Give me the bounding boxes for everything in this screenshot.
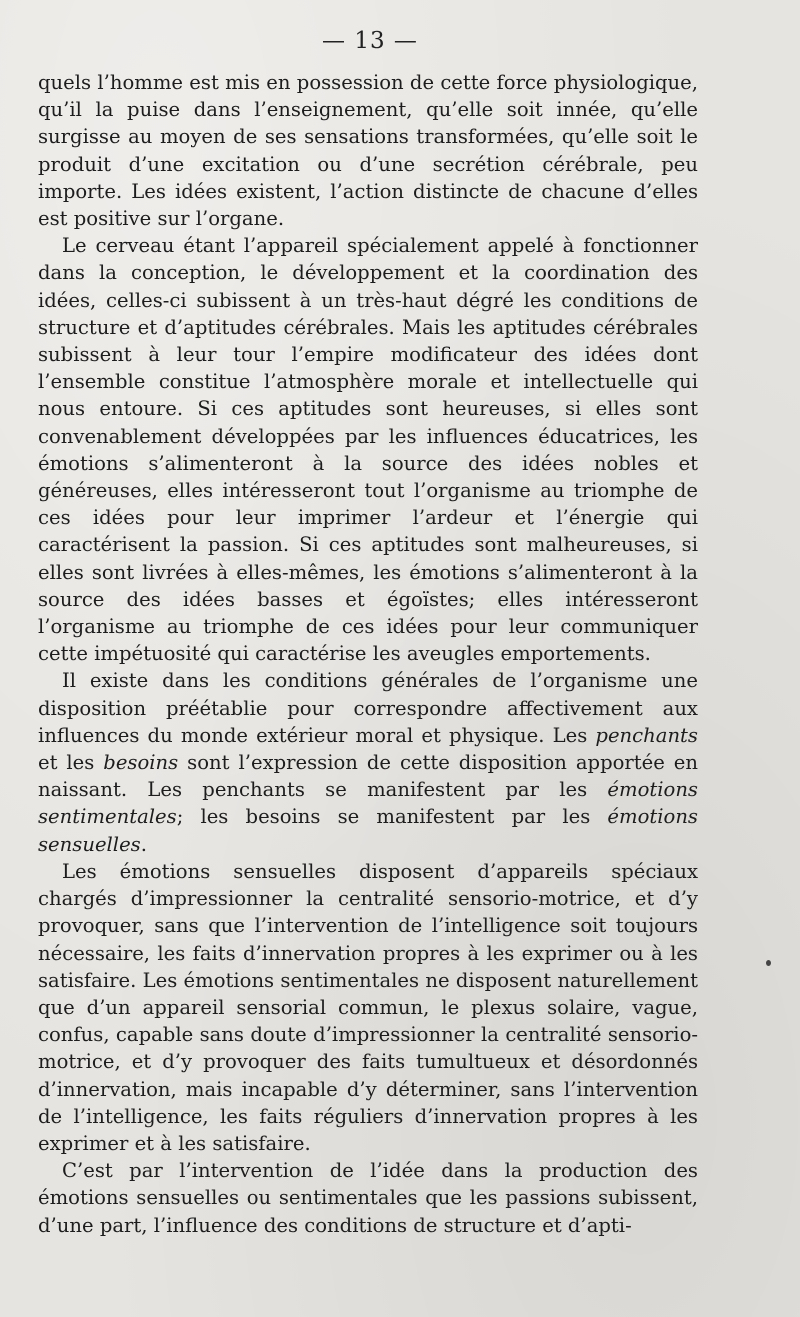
paragraph-3	[38, 667, 698, 857]
term-emotions-sensuelles: émotions sensuelles	[38, 805, 698, 856]
page-number: — 13 —	[322, 28, 418, 54]
paragraph-3-text-d: ; les besoins se manifestent par les	[176, 805, 608, 829]
term-penchants: penchants	[595, 723, 698, 747]
paragraph-3-text-b: et les	[38, 751, 104, 775]
paragraph-2: Le cerveau étant l’appareil spécialement appelé à fonctionner dans la conception, le développement et la coordination des idées, celles-ci subissent à un très-haut dégré les conditions de structure et d’aptitudes cérébrales. Mais les aptitudes cérébrales subissent à leur tour l’empire modificateur des idées dont l’ensemble constitue l’atmosphère morale et intellectuelle qui nous entoure. Si ces aptitudes sont heureuses, si elles sont convenablement développées par les influences éducatrices, les émotions s’alimenteront à la source des idées nobles et généreuses, elles intéresseront tout l’organisme au triomphe de ces idées pour leur imprimer l’ardeur et l’énergie qui caractérisent la passion. Si ces aptitudes sont malheureuses, si elles sont livrées à elles-mêmes, les émotions s’alimenteront à la source des idées basses et égoïstes; elles intéresseront l’organisme au triomphe de ces idées pour leur communiquer cette impétuosité qui caractérise les aveugles emportements.	[38, 234, 698, 666]
term-besoins: besoins	[103, 751, 179, 775]
body-text	[38, 69, 698, 1239]
paragraph-1: quels l’homme est mis en possession de cette force physiologique, qu’il la puise dans l’enseignement, qu’elle soit innée, qu’elle surgisse au moyen de ses sensations transformées, qu’elle soit le produit d’une excitation ou d’une secrétion cérébrale, peu importe. Les idées existent, l’action distincte de chacune d’elles est positive sur l’organe.	[38, 71, 698, 231]
paragraph-3-text-c: sont l’expression de cette disposition apportée en naissant. Les penchants se manifestent par les	[38, 751, 698, 802]
ink-speck	[766, 960, 771, 966]
paragraph-5: C’est par l’intervention de l’idée dans la production des émotions sensuelles ou sentimentales que les passions subissent, d’une part, l’influence des conditions de structure et d’apti-	[38, 1159, 698, 1237]
paragraph-3-text-a: Il existe dans les conditions générales de l’organisme une disposition préétablie pour correspondre affectivement aux influences du monde extérieur moral et physique. Les	[38, 669, 698, 747]
term-emotions-sentimentales: émotions sentimentales	[38, 778, 698, 829]
paragraph-3-text-e: .	[140, 832, 147, 856]
paragraph-4: Les émotions sensuelles disposent d’appareils spéciaux chargés d’impressionner la centralité sensorio-motrice, et d’y provoquer, sans que l’intervention de l’intelligence soit toujours nécessaire, les faits d’innervation propres à les exprimer ou à les satisfaire. Les émotions sentimentales ne disposent naturellement que d’un appareil sensorial commun, le plexus solaire, vague, confus, capable sans doute d’impressionner la centralité sensorio-motrice, et d’y provoquer des faits tumultueux et désordonnés d’innervation, mais incapable d’y déterminer, sans l’intervention de l’intelligence, les faits réguliers d’innervation propres à les exprimer et à les satisfaire.	[38, 859, 698, 1155]
